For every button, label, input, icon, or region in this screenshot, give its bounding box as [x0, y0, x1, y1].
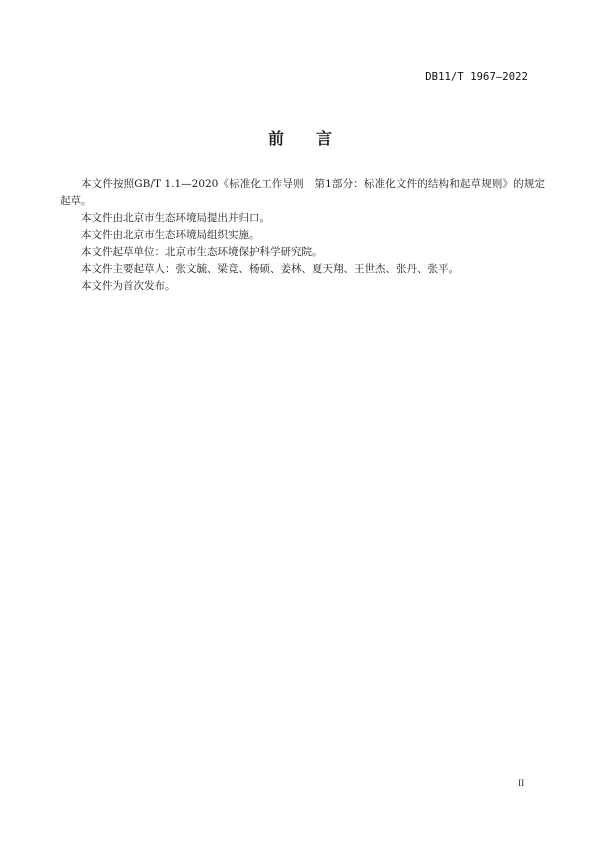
paragraph-drafters: 本文件主要起草人：张文毓、梁竞、杨硕、姜林、夏天翔、王世杰、张丹、张平。 — [81, 263, 459, 275]
document-code: DB11/T 1967—2022 — [425, 71, 528, 83]
paragraph-first-release: 本文件为首次发布。 — [81, 280, 176, 292]
foreword-body — [60, 176, 545, 295]
paragraph-drafting-unit: 本文件起草单位：北京市生态环境保护科学研究院。 — [81, 246, 323, 258]
page-title — [0, 126, 600, 149]
paragraph-proposer: 本文件由北京市生态环境局提出并归口。 — [81, 212, 270, 224]
title-char-2: 言 — [316, 129, 333, 148]
paragraph-standard-basis: 本文件按照GB/T 1.1—2020《标准化工作导则 第1部分：标准化文件的结构和起草规则》的规定起草。 — [60, 178, 545, 207]
page-number: II — [518, 779, 525, 789]
title-char-1: 前 — [267, 129, 284, 148]
paragraph-implementer: 本文件由北京市生态环境局组织实施。 — [81, 229, 260, 241]
